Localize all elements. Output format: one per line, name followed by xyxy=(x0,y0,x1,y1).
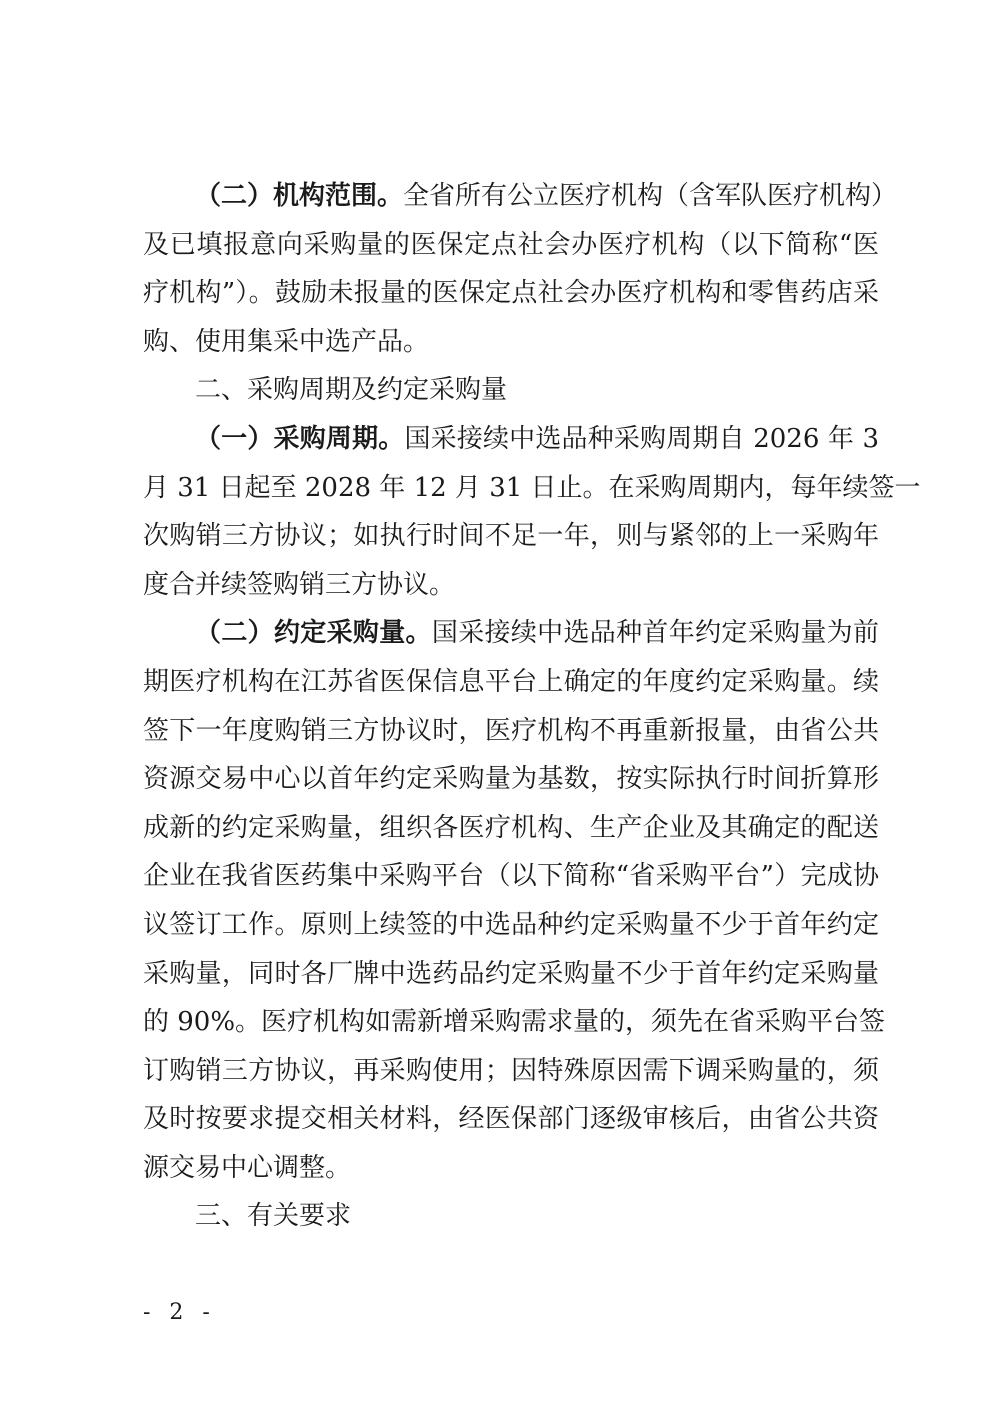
paragraph-line: 的 90%。医疗机构如需新增采购需求量的，须先在省采购平台签 xyxy=(143,1007,886,1038)
paragraph-line: 度合并续签购销三方协议。 xyxy=(143,569,456,600)
heading-procurement-period-and-volume: 二、采购周期及约定采购量 xyxy=(195,375,508,406)
paragraph-line: 次购销三方协议；如执行时间不足一年，则与紧邻的上一采购年 xyxy=(143,521,879,552)
section-lead-institution-scope: （二）机构范围。 xyxy=(195,181,404,211)
paragraph-line: 疗机构”）。鼓励未报量的医保定点社会办医疗机构和零售药店采 xyxy=(143,278,879,309)
paragraph-line: 订购销三方协议，再采购使用；因特殊原因需下调采购量的，须 xyxy=(143,1055,879,1086)
document-body xyxy=(143,172,921,1241)
paragraph-line: 成新的约定采购量，组织各医疗机构、生产企业及其确定的配送 xyxy=(143,812,879,843)
paragraph-line: 签下一年度购销三方协议时，医疗机构不再重新报量，由省公共 xyxy=(143,715,879,746)
paragraph-line: 购、使用集采中选产品。 xyxy=(143,326,430,357)
paragraph-procurement-period-line-1: （一）采购周期。国采接续中选品种采购周期自 2026 年 3 xyxy=(195,423,879,454)
paragraph-line: 月 31 日起至 2028 年 12 月 31 日止。在采购周期内，每年续签一 xyxy=(143,472,921,503)
paragraph-line: 及已填报意向采购量的医保定点社会办医疗机构（以下简称“医 xyxy=(143,229,879,260)
page-number: - 2 - xyxy=(143,1300,216,1325)
section-lead-agreed-volume: （二）约定采购量。 xyxy=(195,618,432,649)
paragraph-line: 资源交易中心以首年约定采购量为基数，按实际执行时间折算形 xyxy=(143,764,879,795)
heading-related-requirements: 三、有关要求 xyxy=(195,1201,352,1232)
paragraph-line: 企业在我省医药集中采购平台（以下简称“省采购平台”）完成协 xyxy=(143,861,879,892)
section-lead-procurement-period: （一）采购周期。 xyxy=(195,423,405,454)
paragraph-line: 采购量，同时各厂牌中选药品约定采购量不少于首年约定采购量 xyxy=(143,958,879,989)
paragraph-line: 期医疗机构在江苏省医保信息平台上确定的年度约定采购量。续 xyxy=(143,666,879,697)
paragraph-institution-scope-line-1: （二）机构范围。全省所有公立医疗机构（含军队医疗机构） xyxy=(195,181,898,211)
paragraph-line: 源交易中心调整。 xyxy=(143,1152,352,1183)
paragraph-agreed-volume-line-1: （二）约定采购量。国采接续中选品种首年约定采购量为前 xyxy=(195,618,879,649)
paragraph-line: 及时按要求提交相关材料，经医保部门逐级审核后，由省公共资 xyxy=(143,1104,879,1135)
paragraph-line: 议签订工作。原则上续签的中选品种约定采购量不少于首年约定 xyxy=(143,909,879,940)
